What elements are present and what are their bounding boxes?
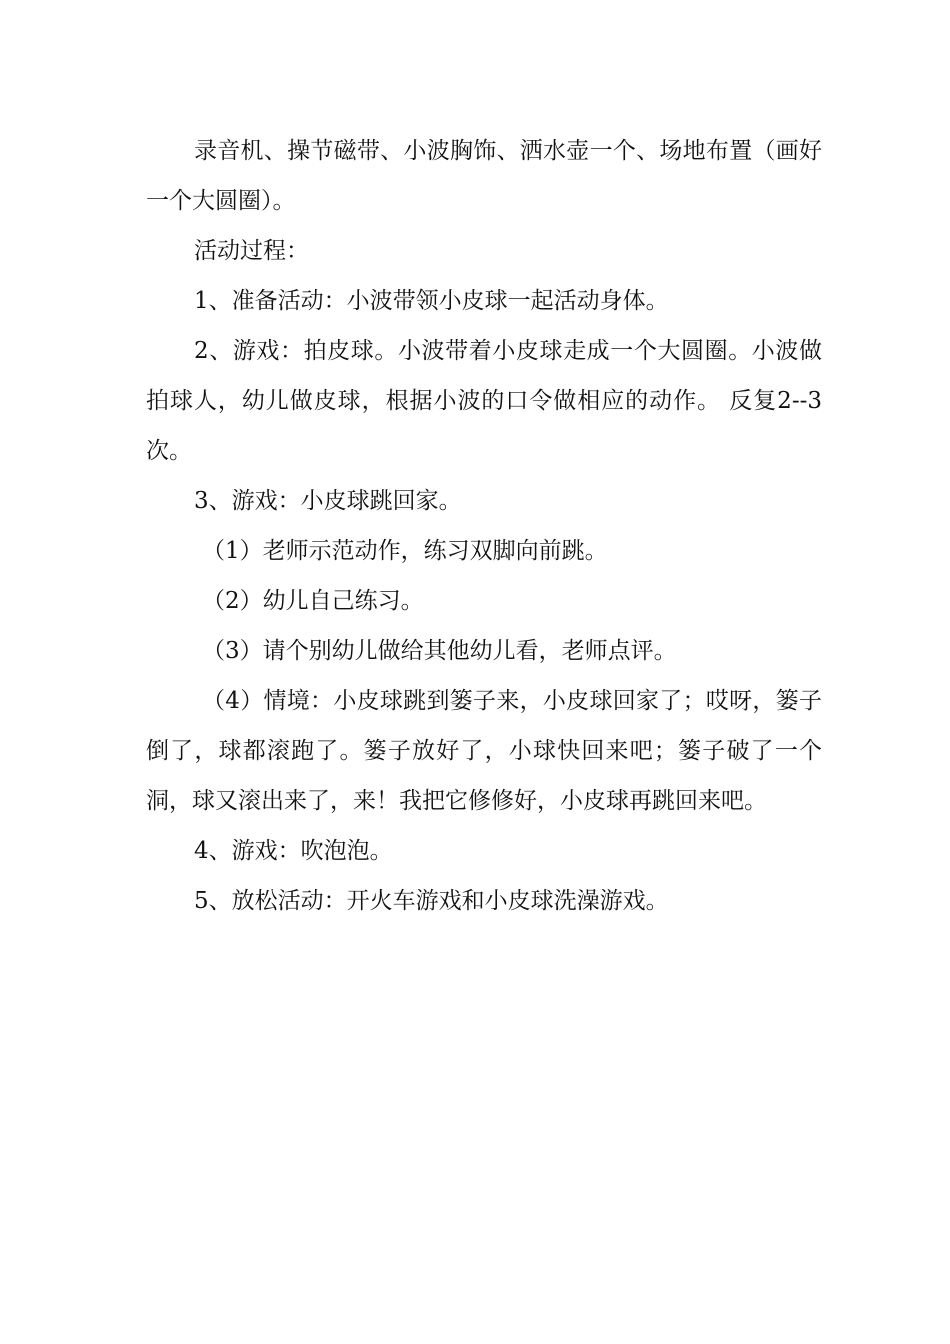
step-2-paragraph: 2、游戏：拍皮球。小波带着小皮球走成一个大圆圈。小波做拍球人，幼儿做皮球，根据小波的口令做相应的动作。 反复2--3次。: [146, 338, 822, 464]
step-3-paragraph: 3、游戏：小皮球跳回家。: [194, 488, 462, 514]
step-5-paragraph: 5、放松活动：开火车游戏和小皮球洗澡游戏。: [194, 888, 669, 914]
document-body: [146, 126, 822, 926]
step-3-sub-2: （2）幼儿自己练习。: [202, 588, 424, 614]
step-4-paragraph: 4、游戏：吹泡泡。: [194, 838, 393, 864]
step-3-sub-3: （3）请个别幼儿做给其他幼儿看，老师点评。: [202, 638, 677, 664]
step-1-paragraph: 1、准备活动：小波带领小皮球一起活动身体。: [194, 288, 669, 314]
step-3-sub-1: （1）老师示范动作，练习双脚向前跳。: [202, 538, 608, 564]
materials-paragraph: 录音机、操节磁带、小波胸饰、洒水壶一个、场地布置（画好一个大圆圈）。: [146, 138, 822, 214]
step-3-sub-4: （4）情境：小皮球跳到篓子来，小皮球回家了；哎呀，篓子倒了，球都滚跑了。篓子放好了，小球快回来吧；篓子破了一个洞，球又滚出来了，来！我把它修修好，小皮球再跳回来吧。: [146, 688, 822, 814]
process-heading: 活动过程：: [194, 238, 309, 264]
